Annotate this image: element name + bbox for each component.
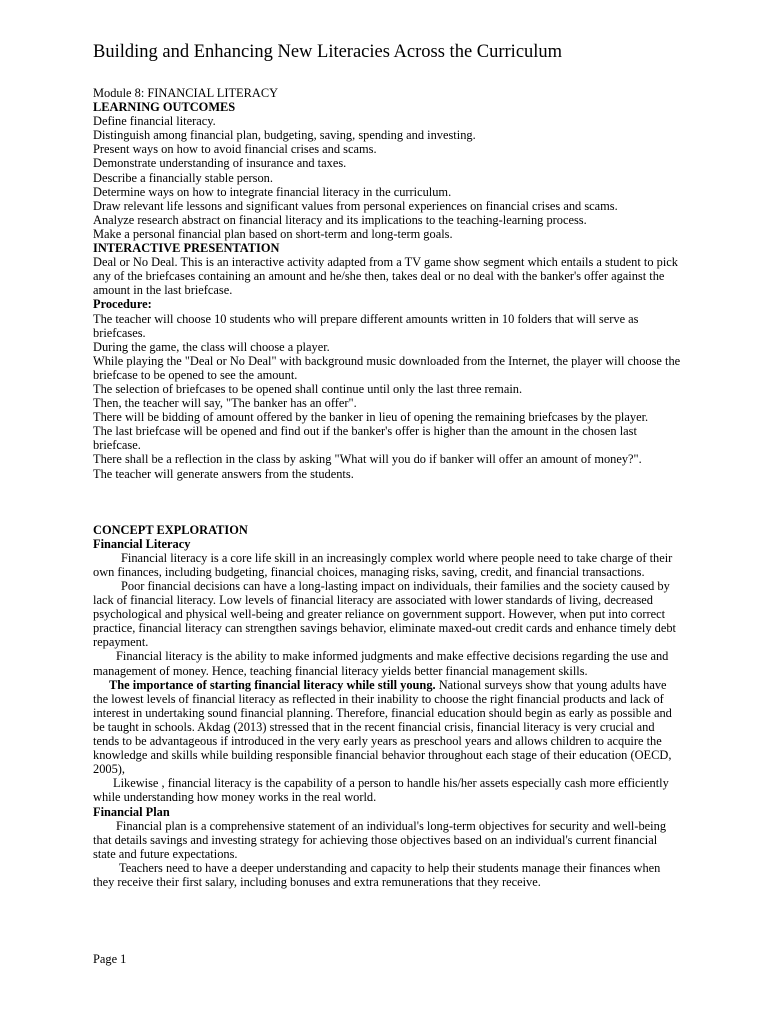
procedure-step: There shall be a reflection in the class by asking "What will you do if banker will offer an amount of money?".	[93, 452, 642, 467]
learning-outcome-item: Define financial literacy.	[93, 114, 216, 129]
financial-literacy-paragraph: Likewise , financial literacy is the capability of a person to handle his/her assets especially cash more efficiently while understanding how money works in the real world.	[93, 776, 669, 805]
document-body	[93, 86, 681, 889]
financial-literacy-paragraph: Poor financial decisions can have a long-lasting impact on individuals, their families and the society caused by lack of financial literacy. Low levels of financial literacy are associated with lower standards of living, decreased psychological and physical well-being and greater reliance on government support. However, when put into correct practice, financial literacy can strengthen savings behavior, eliminate maxed-out credit cards and enhance timely debt repayment.	[93, 579, 676, 650]
procedure-step: Then, the teacher will say, "The banker has an offer".	[93, 396, 357, 411]
learning-outcomes-heading: LEARNING OUTCOMES	[93, 100, 236, 115]
procedure-step: The last briefcase will be opened and find out if the banker's offer is higher than the amount in the chosen last briefcase.	[93, 424, 637, 453]
procedure-step: While playing the "Deal or No Deal" with background music downloaded from the Internet, the player will choose the briefcase to be opened to see the amount.	[93, 353, 681, 382]
financial-plan-heading: Financial Plan	[93, 804, 170, 819]
financial-plan-paragraph: Teachers need to have a deeper understanding and capacity to help their students manage their finances when they receive their first salary, including bonuses and extra remunerations that they receive.	[93, 860, 661, 889]
financial-literacy-paragraph: Financial literacy is the ability to make informed judgments and make effective decisions regarding the use and management of money. Hence, teaching financial literacy yields better financial management skills.	[93, 649, 669, 678]
procedure-step: The selection of briefcases to be opened shall continue until only the last three remain.	[93, 381, 523, 396]
procedure-heading: Procedure:	[93, 297, 152, 312]
financial-literacy-heading: Financial Literacy	[93, 536, 191, 551]
procedure-step: The teacher will choose 10 students who will prepare different amounts written in 10 folders that will serve as briefcases.	[93, 311, 639, 340]
learning-outcome-item: Present ways on how to avoid financial crises and scams.	[93, 142, 377, 157]
procedure-step: During the game, the class will choose a player.	[93, 339, 330, 354]
financial-literacy-paragraph: Financial literacy is a core life skill in an increasingly complex world where people need to take charge of their own finances, including budgeting, financial choices, managing risks, saving, credit, and financial transactions.	[93, 550, 673, 579]
importance-lead-in: The importance of starting financial literacy while still young.	[109, 677, 436, 692]
procedure-step: The teacher will generate answers from the students.	[93, 466, 354, 481]
learning-outcome-item: Determine ways on how to integrate financial literacy in the curriculum.	[93, 184, 452, 199]
learning-outcome-item: Analyze research abstract on financial literacy and its implications to the teaching-learning process.	[93, 212, 587, 227]
interactive-presentation-heading: INTERACTIVE PRESENTATION	[93, 241, 280, 256]
learning-outcome-item: Make a personal financial plan based on short-term and long-term goals.	[93, 226, 453, 241]
learning-outcome-item: Draw relevant life lessons and significant values from personal experiences on financial crises and scams.	[93, 198, 618, 213]
concept-exploration-heading: CONCEPT EXPLORATION	[93, 522, 248, 537]
page-number: Page 1	[93, 952, 127, 966]
learning-outcome-item: Describe a financially stable person.	[93, 170, 273, 185]
learning-outcome-item: Demonstrate understanding of insurance and taxes.	[93, 156, 347, 171]
financial-plan-paragraph: Financial plan is a comprehensive statement of an individual's long-term objectives for security and well-being that details savings and investing strategy for achieving those objectives based on an individual's current financial state and future expectations.	[93, 818, 667, 861]
financial-literacy-paragraph	[93, 678, 681, 777]
running-header: Building and Enhancing New Literacies Across the Curriculum	[93, 42, 563, 62]
procedure-step: There will be bidding of amount offered by the banker in lieu of opening the remaining briefcases by the player.	[93, 410, 649, 425]
interactive-presentation-intro: Deal or No Deal. This is an interactive activity adapted from a TV game show segment which entails a student to pick any of the briefcases containing an amount and he/she then, takes deal or no deal with the banker's offer against the amount in the last briefcase.	[93, 255, 678, 298]
importance-text: National surveys show that young adults have the lowest levels of financial literacy as reflected in their inability to choose the right financial products and lack of interest in undertaking sound financial planning. Therefore, financial education should begin as early as possible and be taught in schools. Akdag (2013) stressed that in the recent financial crisis, financial literacy is very crucial and tends to be advantageous if introduced in the very early years as preschool years and allows children to acquire the knowledge and skills while building responsible financial behavior throughout each stage of their education (OECD, 2005),	[93, 677, 672, 777]
section-spacer	[93, 481, 681, 523]
learning-outcome-item: Distinguish among financial plan, budgeting, saving, spending and investing.	[93, 128, 476, 143]
module-title: Module 8: FINANCIAL LITERACY	[93, 86, 279, 100]
